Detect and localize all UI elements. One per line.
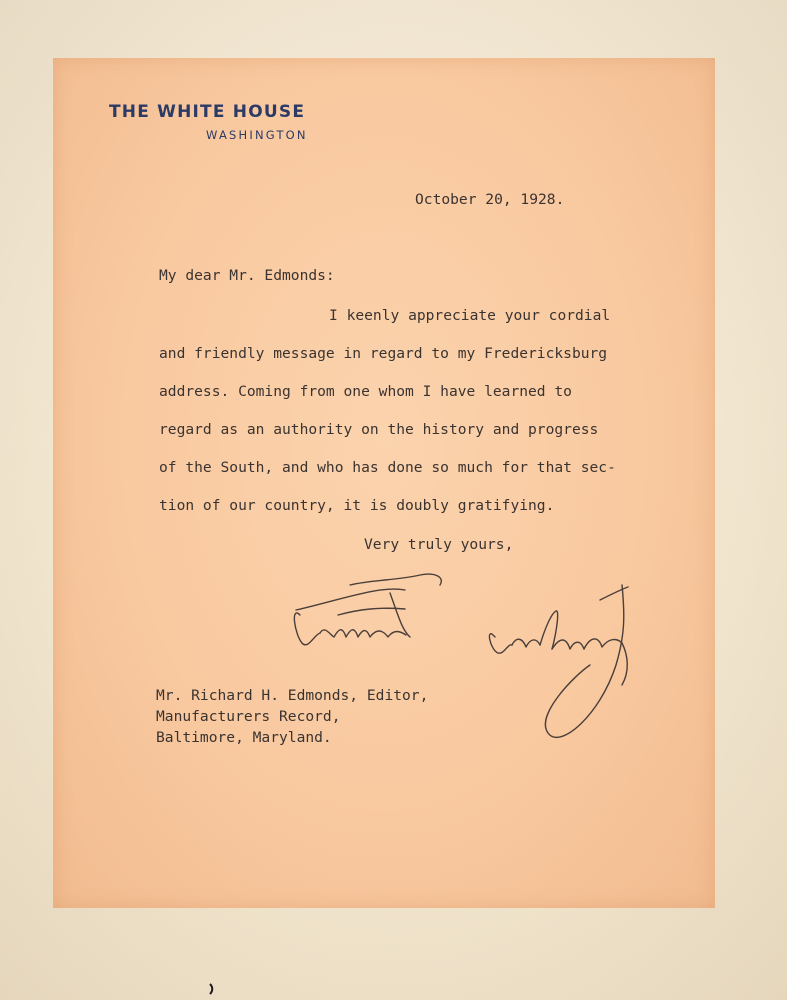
recipient-line: Baltimore, Maryland. (156, 729, 332, 746)
binder-mark (208, 983, 214, 995)
letter-date: October 20, 1928. (415, 191, 565, 208)
signature (230, 525, 650, 745)
letterhead-title: THE WHITE HOUSE (109, 102, 306, 122)
letter-closing: Very truly yours, (364, 536, 514, 553)
letter-sheet (53, 58, 715, 908)
recipient-line: Mr. Richard H. Edmonds, Editor, (156, 687, 429, 704)
body-line: I keenly appreciate your cordial (329, 307, 611, 324)
body-line: and friendly message in regard to my Fredericksburg (159, 345, 608, 362)
letterhead-subtitle: WASHINGTON (206, 128, 308, 142)
body-line: tion of our country, it is doubly gratifying. (159, 497, 555, 514)
letter-salutation: My dear Mr. Edmonds: (159, 267, 335, 284)
body-line: address. Coming from one whom I have learned to (159, 383, 572, 400)
body-line: of the South, and who has done so much for that sec- (159, 459, 616, 476)
body-line: regard as an authority on the history and progress (159, 421, 599, 438)
recipient-line: Manufacturers Record, (156, 708, 341, 725)
